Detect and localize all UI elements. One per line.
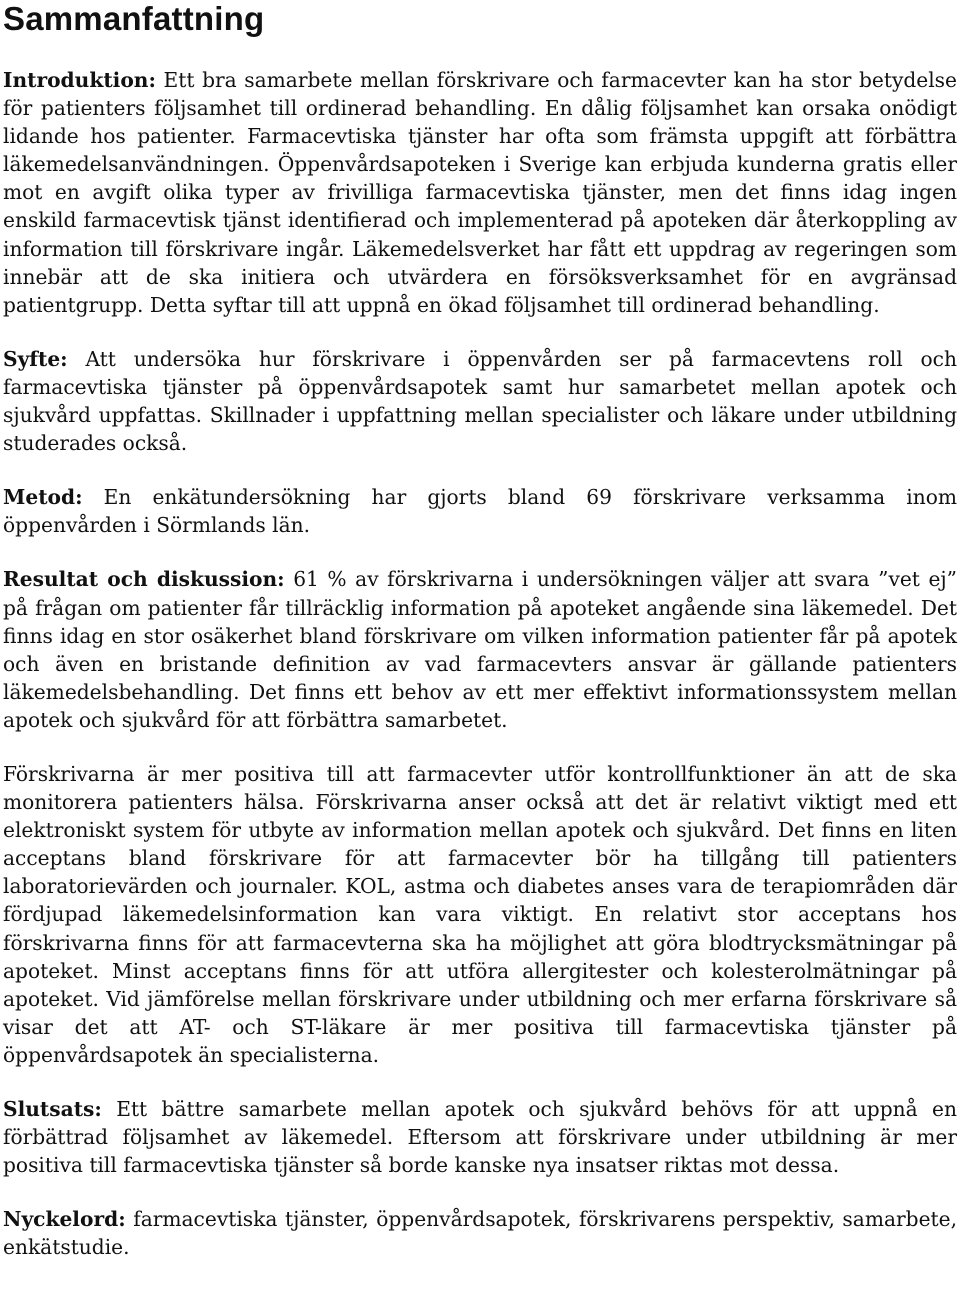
syfte-text: Att undersöka hur förskrivare i öppenvården ser på farmacevtens roll och farmacevtiska tjänster på öppenvårdsapotek samt hur samarbetet mellan apotek och sjukvård uppfattas. Skillnader i uppfattning mellan specialister och läkare under utbildning studerades också. (3, 346, 957, 456)
syfte-label: Syfte: (3, 346, 68, 371)
slutsats-label: Slutsats: (3, 1097, 102, 1121)
metod-label: Metod: (3, 485, 83, 510)
resultat-label: Resultat och diskussion: (3, 567, 285, 592)
introduktion-label: Introduktion: (3, 68, 156, 92)
slutsats-paragraph (3, 1095, 957, 1179)
metod-paragraph (3, 483, 957, 539)
introduktion-text: Ett bra samarbete mellan förskrivare och farmacevter kan ha stor betydelse för patienters följsamhet till ordinerad behandling. En dålig följsamhet kan orsaka onödigt lidande hos patienter. Farmacevtiska tjänster har ofta som främsta uppgift att förbättra läkemedelsanvändningen. Öppenvårdsapoteken i Sverige kan erbjuda kunderna gratis eller mot en avgift olika typer av frivilliga farmacevtiska tjänster, men det finns idag ingen enskild farmacevtisk tjänst identifierad och implementerad på apoteken där återkoppling av information till förskrivare ingår. Läkemedelsverket har fått ett uppdrag av regeringen som innebär att de ska initiera och utvärdera en försöksverksamhet för en avgränsad patientgrupp. Detta syftar till att uppnå en ökad följsamhet till ordinerad behandling. (3, 68, 957, 317)
page-title: Sammanfattning (3, 0, 265, 37)
introduktion-paragraph (3, 66, 957, 319)
forskrivarna-paragraph (3, 760, 957, 1069)
nyckelord-text: farmacevtiska tjänster, öppenvårdsapotek, förskrivarens perspektiv, samarbete, enkätstudie. (3, 1207, 957, 1260)
nyckelord-label: Nyckelord: (3, 1207, 126, 1232)
syfte-paragraph (3, 345, 957, 457)
nyckelord-paragraph (3, 1205, 957, 1261)
resultat-paragraph (3, 565, 957, 734)
resultat-text: 61 % av förskrivarna i undersökningen väljer att svara ”vet ej” på frågan om patienter får tillräcklig information på apoteket angående sina läkemedel. Det finns idag en stor osäkerhet bland förskrivare om vilken information patienter får på apotek och även en bristande definition av vad farmacevters ansvar är gällande patienters läkemedelsbehandling. Det finns ett behov av ett mer effektivt informationssystem mellan apotek och sjukvård för att förbättra samarbetet. (3, 567, 957, 732)
document-page (3, 0, 957, 1261)
forskrivarna-text: Förskrivarna är mer positiva till att farmacevter utför kontrollfunktioner än att de ska monitorera patienters hälsa. Förskrivarna anser också att det är relativt viktigt med ett elektroniskt system för utbyte av information mellan apotek och sjukvård. Det finns en liten acceptans bland förskrivare för att farmacevter bör ha tillgång till patienters laboratorievärden och journaler. KOL, astma och diabetes anses vara de terapiområden där fördjupad läkemedelsinformation kan vara viktigt. En relativt stor acceptans hos förskrivarna finns för att farmacevterna ska ha möjlighet att göra blodtrycksmätningar på apoteket. Minst acceptans finns för att utföra allergitester och kolesterolmätningar på apoteket. Vid jämförelse mellan förskrivare under utbildning och mer erfarna förskrivare så visar det att AT- och ST-läkare är mer positiva till farmacevtiska tjänster på öppenvårdsapotek än specialisterna. (3, 761, 957, 1067)
slutsats-text: Ett bättre samarbete mellan apotek och sjukvård behövs för att uppnå en förbättrad följsamhet av läkemedel. Eftersom att förskrivare under utbildning är mer positiva till farmacevtiska tjänster så borde kanske nya insatser riktas mot dessa. (3, 1097, 957, 1178)
metod-text: En enkätundersökning har gjorts bland 69 förskrivare verksamma inom öppenvården i Sörmlands län. (3, 485, 957, 538)
